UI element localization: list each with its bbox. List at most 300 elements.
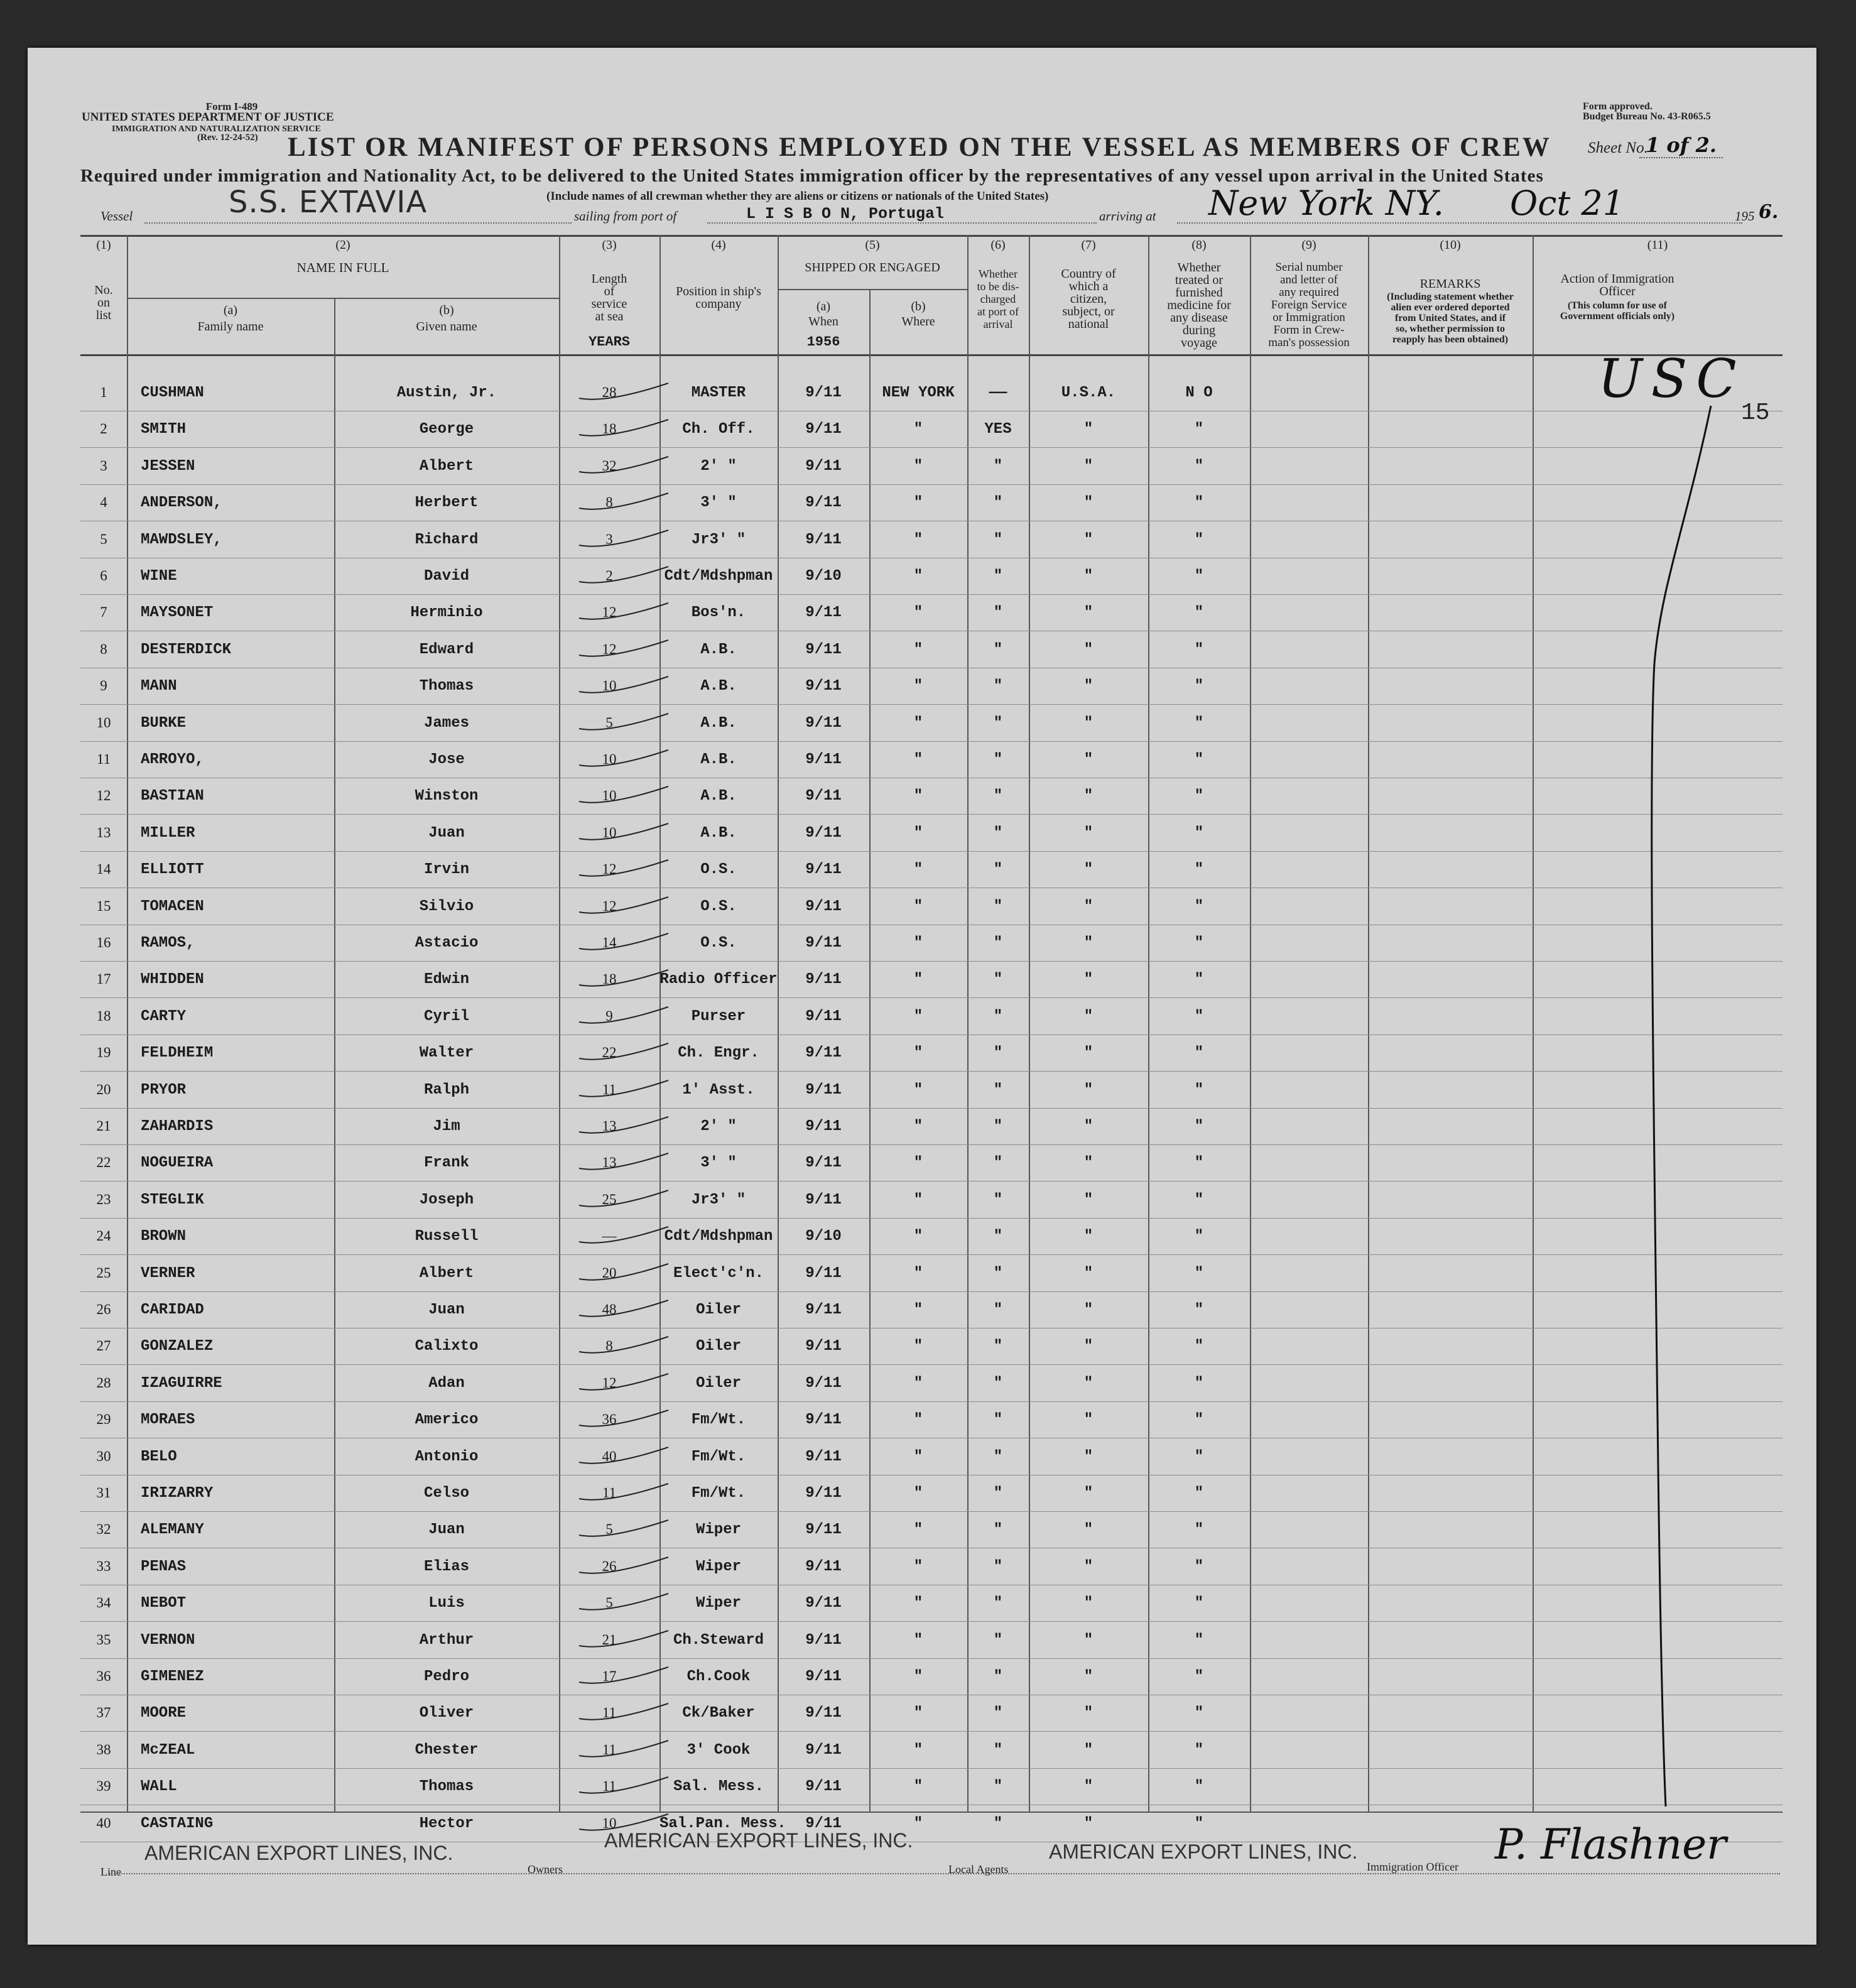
cell-medicine: " bbox=[1194, 1741, 1204, 1759]
service: IMMIGRATION AND NATURALIZATION SERVICE bbox=[112, 124, 321, 134]
cell-discharged: " bbox=[993, 824, 1003, 842]
cell-family: CUSHMAN bbox=[141, 384, 204, 401]
cell-family: SMITH bbox=[141, 421, 187, 438]
cell-no: 39 bbox=[96, 1778, 111, 1795]
cell-family: PENAS bbox=[141, 1558, 187, 1575]
row-rule bbox=[80, 704, 1783, 705]
cell-where: " bbox=[913, 641, 923, 658]
cell-discharged: " bbox=[993, 1045, 1003, 1062]
tally-tick-mark bbox=[562, 416, 675, 441]
cell-where: " bbox=[913, 1264, 923, 1282]
cell-years: 32 bbox=[602, 457, 617, 474]
row-rule bbox=[80, 961, 1783, 962]
cell-no: 16 bbox=[96, 935, 111, 950]
cell-medicine: " bbox=[1194, 1705, 1204, 1722]
cell-position: Ch.Cook bbox=[687, 1668, 751, 1685]
cell-country: " bbox=[1083, 714, 1094, 732]
cell-given: James bbox=[423, 714, 469, 732]
cell-given: Thomas bbox=[419, 1778, 474, 1796]
cell-no: 1 bbox=[100, 384, 107, 400]
cell-given: Juan bbox=[428, 1301, 465, 1318]
cell-family: MOORE bbox=[141, 1705, 187, 1722]
tally-tick-mark bbox=[562, 893, 675, 918]
cell-when: 9/11 bbox=[805, 1154, 842, 1172]
cell-position: Ck/Baker bbox=[682, 1705, 755, 1722]
cell-when: 9/11 bbox=[805, 1374, 842, 1392]
form-approved: Form approved. bbox=[1583, 101, 1652, 112]
table-row bbox=[28, 633, 1816, 669]
cell-family: WALL bbox=[141, 1778, 177, 1796]
cell-given: Winston bbox=[415, 788, 479, 805]
cell-years: 18 bbox=[602, 421, 617, 437]
cell-medicine: " bbox=[1194, 1191, 1204, 1209]
cell-years: 10 bbox=[602, 1815, 617, 1831]
cell-family: MAWDSLEY, bbox=[141, 531, 222, 548]
cell-where: " bbox=[913, 1521, 923, 1539]
row-rule bbox=[80, 594, 1783, 595]
cell-given: Calixto bbox=[415, 1338, 479, 1355]
name-subheader-rule bbox=[127, 298, 559, 299]
cell-given: Americo bbox=[415, 1411, 479, 1429]
cell-years: 48 bbox=[602, 1301, 617, 1317]
cell-no: 5 bbox=[100, 531, 107, 547]
cell-where: " bbox=[913, 935, 923, 952]
cell-where: " bbox=[913, 1815, 923, 1832]
cell-where: " bbox=[913, 971, 923, 989]
usc-annotation: USC bbox=[1598, 348, 1745, 410]
col2b-label: Given name bbox=[416, 320, 477, 334]
cell-no: 21 bbox=[96, 1118, 111, 1134]
cell-years: 18 bbox=[602, 971, 617, 987]
cell-family: MAYSONET bbox=[141, 604, 214, 622]
cell-discharged: " bbox=[993, 1081, 1003, 1099]
cell-years: 13 bbox=[602, 1154, 617, 1171]
cell-years: 5 bbox=[605, 714, 613, 731]
cell-medicine: " bbox=[1194, 1338, 1204, 1355]
cell-position: A.B. bbox=[700, 751, 737, 768]
cell-years: 20 bbox=[602, 1264, 617, 1281]
cell-years: 3 bbox=[605, 531, 613, 547]
manifest-sheet bbox=[28, 48, 1816, 1945]
col5-label: SHIPPED OR ENGAGED bbox=[805, 261, 940, 274]
revision: (Rev. 12-24-52) bbox=[197, 133, 258, 143]
col6-label: Whether to be dis- charged at port of arrival bbox=[977, 268, 1019, 330]
cell-family: CARIDAD bbox=[141, 1301, 204, 1318]
cell-when: 9/11 bbox=[805, 1081, 842, 1099]
cell-country: " bbox=[1083, 1741, 1094, 1759]
table-row bbox=[28, 1256, 1816, 1293]
cell-no: 27 bbox=[96, 1338, 111, 1354]
cell-no: 18 bbox=[96, 1008, 111, 1024]
cell-given: Adan bbox=[428, 1374, 465, 1392]
tally-tick-mark bbox=[562, 746, 675, 771]
tally-tick-mark bbox=[562, 1260, 675, 1285]
cell-given: Herminio bbox=[410, 604, 483, 622]
cell-no: 36 bbox=[96, 1668, 111, 1684]
cell-family: STEGLIK bbox=[141, 1191, 204, 1209]
cell-discharged: " bbox=[993, 1741, 1003, 1759]
table-row bbox=[28, 412, 1816, 448]
cell-where: " bbox=[913, 494, 923, 512]
cell-no: 11 bbox=[96, 751, 111, 767]
tally-tick-mark bbox=[562, 966, 675, 991]
cell-years: 10 bbox=[602, 751, 617, 767]
cell-when: 9/10 bbox=[805, 1228, 842, 1246]
cell-given: Jose bbox=[428, 751, 465, 768]
cell-where: " bbox=[913, 1448, 923, 1465]
col10-note: (Including statement whether alien ever ordered deported from United States, and if so, whether permission to reapply has been obtained) bbox=[1387, 291, 1514, 345]
cell-no: 9 bbox=[100, 678, 107, 694]
cell-no: 24 bbox=[96, 1228, 111, 1244]
cell-discharged: " bbox=[993, 898, 1003, 915]
cell-no: 4 bbox=[100, 494, 107, 511]
col3-label: Length of service at sea bbox=[591, 272, 627, 323]
tally-tick-mark bbox=[562, 1003, 675, 1028]
cell-position: Jr3' " bbox=[691, 1191, 746, 1209]
cell-given: George bbox=[419, 421, 474, 438]
cell-where: " bbox=[913, 1411, 923, 1429]
cell-years: 40 bbox=[602, 1448, 617, 1464]
cell-no: 14 bbox=[96, 861, 111, 877]
cell-discharged: " bbox=[993, 457, 1003, 475]
cell-when: 9/11 bbox=[805, 384, 842, 401]
cell-given: Walter bbox=[419, 1045, 474, 1062]
cell-country: " bbox=[1083, 1815, 1094, 1832]
col11-label: Action of Immigration Officer bbox=[1560, 272, 1674, 298]
tally-tick-mark bbox=[562, 1553, 675, 1578]
col2-label: NAME IN FULL bbox=[296, 260, 389, 275]
cell-when: 9/11 bbox=[805, 1705, 842, 1722]
col2-num: (2) bbox=[335, 238, 350, 252]
cell-given: Juan bbox=[428, 824, 465, 842]
cell-discharged: " bbox=[993, 1668, 1003, 1685]
cell-no: 29 bbox=[96, 1411, 111, 1428]
cell-when: 9/11 bbox=[805, 898, 842, 915]
table-row bbox=[28, 926, 1816, 962]
cell-position: Cdt/Mdshpman bbox=[664, 1228, 773, 1246]
cell-medicine: " bbox=[1194, 1448, 1204, 1465]
cell-position: Oiler bbox=[695, 1301, 741, 1318]
cell-medicine: " bbox=[1194, 1521, 1204, 1539]
page-title: LIST OR MANIFEST OF PERSONS EMPLOYED ON THE VESSEL AS MEMBERS OF CREW bbox=[288, 133, 1551, 162]
tally-tick-mark bbox=[562, 1040, 675, 1065]
col10-num: (10) bbox=[1440, 238, 1461, 252]
cell-when: 9/11 bbox=[805, 751, 842, 768]
cell-where: " bbox=[913, 1741, 923, 1759]
officer-label: Immigration Officer bbox=[1367, 1860, 1459, 1873]
cell-given: Edwin bbox=[423, 971, 469, 989]
cell-discharged: " bbox=[993, 1264, 1003, 1282]
cell-family: MORAES bbox=[141, 1411, 195, 1429]
row-rule bbox=[80, 1108, 1783, 1109]
cell-discharged: " bbox=[993, 1118, 1003, 1135]
col7-label: Country of which a citizen, subject, or national bbox=[1061, 267, 1116, 331]
cell-years: 22 bbox=[602, 1045, 617, 1061]
cell-position: Sal.Pan. Mess. bbox=[659, 1815, 786, 1832]
cell-given: Chester bbox=[415, 1741, 479, 1759]
cell-discharged: " bbox=[993, 1191, 1003, 1209]
year-prefix: 195 bbox=[1735, 209, 1755, 224]
tally-tick-mark bbox=[562, 1187, 675, 1212]
cell-medicine: " bbox=[1194, 604, 1204, 622]
cell-family: IRIZARRY bbox=[141, 1485, 214, 1502]
row-rule bbox=[80, 1291, 1783, 1292]
cell-discharged: " bbox=[993, 1374, 1003, 1392]
cell-family: ELLIOTT bbox=[141, 861, 204, 879]
cell-where: " bbox=[913, 531, 923, 548]
col4-label: Position in ship's company bbox=[676, 285, 761, 311]
cell-discharged: " bbox=[993, 568, 1003, 585]
cell-when: 9/11 bbox=[805, 1191, 842, 1209]
cell-no: 20 bbox=[96, 1081, 111, 1097]
cell-family: BASTIAN bbox=[141, 788, 204, 805]
cell-given: Edward bbox=[419, 641, 474, 658]
cell-medicine: " bbox=[1194, 1118, 1204, 1135]
table-row bbox=[28, 559, 1816, 595]
cell-medicine: " bbox=[1194, 971, 1204, 989]
cell-position: O.S. bbox=[700, 861, 737, 879]
cell-family: ARROYO, bbox=[141, 751, 204, 768]
cell-when: 9/11 bbox=[805, 494, 842, 512]
cell-when: 9/11 bbox=[805, 971, 842, 989]
cell-given: Pedro bbox=[423, 1668, 469, 1685]
table-row bbox=[28, 852, 1816, 889]
cell-discharged: " bbox=[993, 1008, 1003, 1025]
cell-discharged: " bbox=[993, 1595, 1003, 1612]
count-annotation: 15 bbox=[1741, 399, 1770, 426]
row-rule bbox=[80, 1768, 1783, 1769]
cell-country: " bbox=[1083, 1008, 1094, 1025]
cell-discharged: " bbox=[993, 1338, 1003, 1355]
cell-where: " bbox=[913, 861, 923, 879]
table-row bbox=[28, 1183, 1816, 1219]
cell-country: " bbox=[1083, 935, 1094, 952]
cell-where: " bbox=[913, 1008, 923, 1025]
cell-years: 10 bbox=[602, 824, 617, 840]
cell-no: 28 bbox=[96, 1374, 111, 1391]
cell-medicine: " bbox=[1194, 861, 1204, 879]
cell-where: " bbox=[913, 751, 923, 768]
cell-country: " bbox=[1083, 494, 1094, 512]
cell-country: " bbox=[1083, 1631, 1094, 1649]
cell-when: 9/11 bbox=[805, 714, 842, 732]
cell-years: 5 bbox=[605, 1521, 613, 1538]
cell-years: 12 bbox=[602, 898, 617, 914]
cell-where: " bbox=[913, 568, 923, 585]
cell-position: Wiper bbox=[695, 1595, 741, 1612]
cell-country: " bbox=[1083, 1338, 1094, 1355]
table-row bbox=[28, 999, 1816, 1036]
tally-tick-mark bbox=[562, 783, 675, 808]
cell-discharged: " bbox=[993, 1228, 1003, 1246]
table-row bbox=[28, 1769, 1816, 1806]
cell-where: " bbox=[913, 714, 923, 732]
cell-where: " bbox=[913, 1485, 923, 1502]
cell-discharged: YES bbox=[984, 421, 1012, 438]
cell-medicine: " bbox=[1194, 494, 1204, 512]
subtitle: Required under immigration and Nationality Act, to be delivered to the United States immigration officer by the representatives of any vessel upon arrival in the United States bbox=[80, 166, 1544, 186]
vessel-underline bbox=[144, 222, 572, 224]
cell-position: Ch. Off. bbox=[682, 421, 755, 438]
col11-num: (11) bbox=[1647, 238, 1668, 252]
line-label: Line bbox=[100, 1866, 121, 1878]
cell-country: " bbox=[1083, 457, 1094, 475]
cell-no: 15 bbox=[96, 898, 111, 914]
tally-tick-mark bbox=[562, 1370, 675, 1395]
cell-when: 9/11 bbox=[805, 1815, 842, 1832]
tally-tick-mark bbox=[562, 379, 675, 405]
cell-country: " bbox=[1083, 1595, 1094, 1612]
cell-medicine: " bbox=[1194, 457, 1204, 475]
col7-num: (7) bbox=[1081, 238, 1096, 252]
cell-discharged: " bbox=[993, 714, 1003, 732]
tally-tick-mark bbox=[562, 1590, 675, 1615]
col6-num: (6) bbox=[990, 238, 1006, 252]
cell-family: RAMOS, bbox=[141, 935, 195, 952]
cell-family: ALEMANY bbox=[141, 1521, 204, 1539]
cell-position: O.S. bbox=[700, 898, 737, 915]
cell-discharged: " bbox=[993, 494, 1003, 512]
cell-where: " bbox=[913, 1631, 923, 1649]
table-row bbox=[28, 1366, 1816, 1403]
cell-when: 9/11 bbox=[805, 1668, 842, 1685]
col9-num: (9) bbox=[1301, 238, 1316, 252]
row-rule bbox=[80, 1621, 1783, 1622]
table-row bbox=[28, 1550, 1816, 1586]
cell-family: CARTY bbox=[141, 1008, 187, 1025]
cell-position: Jr3' " bbox=[691, 531, 746, 548]
cell-medicine: " bbox=[1194, 1411, 1204, 1429]
cell-years: 11 bbox=[602, 1741, 617, 1757]
cell-years: 11 bbox=[602, 1705, 617, 1721]
cell-given: Joseph bbox=[419, 1191, 474, 1209]
cell-position: Ch. Engr. bbox=[678, 1045, 759, 1062]
cell-when: 9/11 bbox=[805, 935, 842, 952]
budget-bureau: Budget Bureau No. 43-R065.5 bbox=[1583, 111, 1711, 122]
cell-medicine: " bbox=[1194, 641, 1204, 658]
arriving-label: arriving at bbox=[1099, 209, 1156, 224]
cell-position: Wiper bbox=[695, 1558, 741, 1575]
tally-tick-mark bbox=[562, 1296, 675, 1322]
year-suffix: 6. bbox=[1759, 201, 1779, 223]
row-rule bbox=[80, 484, 1783, 485]
tally-tick-mark bbox=[562, 710, 675, 735]
table-row bbox=[28, 376, 1816, 412]
cell-given: Luis bbox=[428, 1595, 465, 1612]
cell-discharged: " bbox=[993, 1485, 1003, 1502]
cell-no: 10 bbox=[96, 714, 111, 731]
cell-discharged: " bbox=[993, 1301, 1003, 1318]
cell-no: 25 bbox=[96, 1264, 111, 1281]
cell-position: A.B. bbox=[700, 788, 737, 805]
cell-country: " bbox=[1083, 1264, 1094, 1282]
tally-tick-mark bbox=[562, 1077, 675, 1102]
cell-years: 21 bbox=[602, 1631, 617, 1648]
cell-where: " bbox=[913, 1558, 923, 1575]
table-row bbox=[28, 962, 1816, 999]
table-row bbox=[28, 669, 1816, 705]
cell-discharged: " bbox=[993, 678, 1003, 695]
cell-given: Cyril bbox=[423, 1008, 469, 1025]
cell-where: " bbox=[913, 898, 923, 915]
cell-when: 9/11 bbox=[805, 1338, 842, 1355]
tally-tick-mark bbox=[562, 599, 675, 624]
tally-tick-mark bbox=[562, 1700, 675, 1725]
cell-position: Sal. Mess. bbox=[673, 1778, 764, 1796]
cell-medicine: N O bbox=[1185, 384, 1213, 401]
col2a-label: Family name bbox=[197, 320, 264, 334]
table-row bbox=[28, 1073, 1816, 1109]
col5a-num: (a) bbox=[816, 300, 831, 313]
cell-country: " bbox=[1083, 1301, 1094, 1318]
sailing-label: sailing from port of bbox=[574, 209, 677, 224]
cell-years: 12 bbox=[602, 1374, 617, 1391]
tally-tick-mark bbox=[562, 1223, 675, 1248]
cell-country: U.S.A. bbox=[1061, 384, 1116, 401]
cell-medicine: " bbox=[1194, 1668, 1204, 1685]
tally-tick-mark bbox=[562, 1516, 675, 1541]
cell-no: 35 bbox=[96, 1631, 111, 1648]
cell-no: 31 bbox=[96, 1485, 111, 1501]
cell-where: " bbox=[913, 457, 923, 475]
footer-underline bbox=[109, 1873, 1780, 1874]
cell-years: 25 bbox=[602, 1191, 617, 1207]
col2a-num: (a) bbox=[223, 303, 238, 317]
col8-label: Whether treated or furnished medicine for any disease during voyage bbox=[1167, 261, 1231, 350]
cell-family: NOGUEIRA bbox=[141, 1154, 214, 1172]
cell-position: Bos'n. bbox=[691, 604, 746, 622]
cell-years: 28 bbox=[602, 384, 617, 400]
cell-years: 12 bbox=[602, 604, 617, 621]
cell-family: NEBOT bbox=[141, 1595, 187, 1612]
cell-country: " bbox=[1083, 1154, 1094, 1172]
cell-discharged: " bbox=[993, 1411, 1003, 1429]
cell-position: 2' " bbox=[700, 457, 737, 475]
date-value: Oct 21 bbox=[1510, 183, 1625, 223]
cell-when: 9/11 bbox=[805, 1411, 842, 1429]
cell-discharged: " bbox=[993, 1815, 1003, 1832]
cell-when: 9/11 bbox=[805, 421, 842, 438]
cell-when: 9/11 bbox=[805, 1045, 842, 1062]
cell-country: " bbox=[1083, 1045, 1094, 1062]
col1-num: (1) bbox=[96, 238, 111, 252]
cell-position: Radio Officer bbox=[659, 971, 778, 989]
cell-medicine: " bbox=[1194, 1595, 1204, 1612]
cell-given: Elias bbox=[423, 1558, 469, 1575]
row-rule bbox=[80, 851, 1783, 852]
vessel-value: S.S. EXTAVIA bbox=[229, 185, 428, 220]
cell-position: MASTER bbox=[691, 384, 746, 401]
cell-years: — bbox=[602, 1228, 617, 1244]
cell-family: BURKE bbox=[141, 714, 187, 732]
cell-position: 3' Cook bbox=[687, 1741, 751, 1759]
table-row bbox=[28, 1696, 1816, 1732]
cell-where: NEW YORK bbox=[882, 384, 955, 401]
table-row bbox=[28, 1036, 1816, 1072]
cell-no: 7 bbox=[100, 604, 107, 621]
cell-given: Oliver bbox=[419, 1705, 474, 1722]
vessel-label: Vessel bbox=[100, 209, 133, 224]
cell-medicine: " bbox=[1194, 1301, 1204, 1318]
cell-country: " bbox=[1083, 1485, 1094, 1502]
cell-given: Herbert bbox=[415, 494, 479, 512]
cell-position: Oiler bbox=[695, 1338, 741, 1355]
cell-when: 9/11 bbox=[805, 1558, 842, 1575]
cell-discharged: " bbox=[993, 641, 1003, 658]
cell-country: " bbox=[1083, 421, 1094, 438]
col5b-num: (b) bbox=[911, 300, 926, 313]
cell-when: 9/11 bbox=[805, 1448, 842, 1465]
